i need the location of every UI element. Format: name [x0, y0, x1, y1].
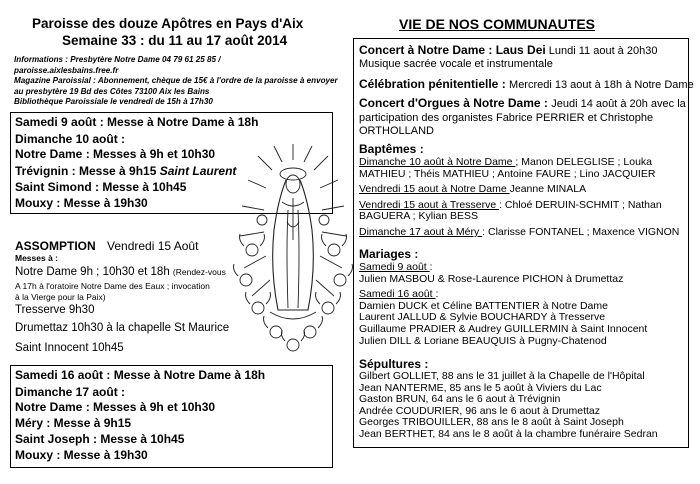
list-item: Gilbert GOLLIET, 88 ans le 31 juillet à la Chapelle de l'Hôpital	[359, 370, 645, 382]
week2-mery: Méry : Messe à 9h15	[15, 416, 132, 430]
masses-label: Messes à :	[15, 253, 58, 263]
notre-dame-note-line: A 17h à l'oratoire Notre Dame des Eaux ; invocation	[15, 281, 210, 291]
list-item: Guillaume PRADIER & Audrey GUILLERMIN à Saint Innocent	[359, 322, 648, 335]
bapteme-names: ; Manon DELEGLISE ; Louka	[515, 156, 652, 168]
list-item: Jean BERTHET, 84 ans le 8 août à la chambre funéraire Sedran	[359, 427, 658, 440]
info-line: Informations : Presbytère Notre Dame 04 79 61 25 85 /	[14, 55, 221, 64]
concert2-line	[359, 96, 686, 110]
concert2-line2: participation des organistes Fabrice PERRIER et Christophe	[359, 112, 654, 124]
bapteme-names: : Clarisse FONTANEL ; Maxence VIGNON	[482, 225, 680, 238]
week2-mouxy: Mouxy : Messe à 19h30	[15, 448, 148, 462]
week1-saint-simond: Saint Simond : Messe à 10h45	[15, 180, 187, 194]
page-title: Paroisse des douze Apôtres en Pays d'Aix	[32, 16, 304, 31]
info-block	[14, 55, 338, 108]
week2-notre-dame: Notre Dame : Messes à 9h et 10h30	[15, 400, 216, 414]
list-item: Damien DUCK et Céline BATTENTIER à Notre Dame	[359, 299, 608, 312]
trevignin-text: Trévignin : Messe à 9h15	[15, 164, 160, 178]
list-item: Gaston BRUN, 64 ans le 6 aout à Trévignin	[359, 393, 561, 406]
assomption-saint-innocent: Saint Innocent 10h45	[15, 342, 124, 354]
week2-saturday: Samedi 16 août : Messe à Notre Dame à 18h	[15, 368, 266, 382]
concert2-title: Concert d'Orgues à Notre Dame :	[359, 96, 552, 110]
bapteme-names: : Chloé DERUIN-SCHMIT ; Nathan	[499, 198, 662, 211]
baptemes-title: Baptêmes :	[359, 142, 424, 156]
bapteme-names: MATHIEU ; Théis MATHIEU ; Antoine FAURE ; Lino JACQUIER	[359, 167, 656, 180]
assomption-heading	[15, 239, 198, 253]
week1-trevignin	[15, 164, 236, 178]
concert2-date: Jeudi 14 août à 20h avec la	[551, 98, 686, 110]
mariage-colon: :	[429, 261, 433, 273]
mariage-date: Samedi 9 août	[359, 261, 430, 273]
communautes-title: VIE DE NOS COMMUNAUTES	[399, 16, 596, 32]
mariages-list	[359, 262, 647, 347]
list-item: Andrée COUDURIER, 96 ans le 6 aout à Drumettaz	[359, 404, 601, 417]
concert1-title: Concert à Notre Dame : Laus Dei	[359, 43, 546, 57]
halo	[280, 168, 306, 180]
bapteme-place: Dimanche 17 aout à Méry	[359, 225, 483, 238]
week2-sunday: Dimanche 17 août :	[15, 385, 126, 399]
concert1-desc: Musique sacrée vocale et instrumentale	[359, 58, 553, 70]
notre-dame-times: Notre Dame 9h ; 10h30 et 18h	[15, 266, 173, 278]
celebration-title: Célébration pénitentielle :	[359, 77, 510, 91]
info-line: Magazine Paroissial : Abonnement, chèque de 15€ à l'ordre de la paroisse à envoyer	[14, 76, 338, 86]
week1-saturday: Samedi 9 août : Messe à Notre Dame à 18h	[15, 115, 259, 129]
list-item	[359, 227, 679, 239]
week1-notre-dame: Notre Dame : Messes à 9h et 10h30	[15, 147, 216, 161]
list-item: Julien DILL & Loriane BEAUQUIS à Pugny-Chatenod	[359, 334, 607, 347]
notre-dame-note-line: à la Vierge pour la Paix)	[15, 292, 106, 302]
notre-dame-note: (Rendez-vous	[172, 267, 226, 277]
list-item	[359, 262, 647, 274]
week1-mouxy: Mouxy : Messe à 19h30	[15, 196, 148, 210]
info-line: paroisse.aixlesbains.free.fr	[14, 65, 119, 75]
bapteme-names: Jeanne MINALA	[509, 183, 587, 196]
trevignin-place: Saint Laurent	[159, 164, 237, 178]
assomption-date: Vendredi 15 Août	[107, 239, 199, 253]
concert2-line3: ORTHOLLAND	[359, 125, 434, 137]
sepultures-list	[359, 371, 658, 441]
list-item: Georges TRIBOUILLER, 88 ans le 8 août à Saint Joseph	[359, 416, 624, 429]
week1-sunday: Dimanche 10 août :	[15, 132, 126, 146]
assomption-notre-dame	[15, 266, 226, 278]
list-item	[359, 184, 679, 196]
info-line: Bibliothèque Paroissiale le vendredi de 15h à 17h30	[14, 97, 213, 107]
concert1-date: Lundi 11 aout à 20h30	[545, 45, 658, 57]
bapteme-place: Vendredi 15 aout à Tresserve	[359, 198, 500, 211]
list-item: Julien MASBOU & Rose-Laurence PICHON à Drumettaz	[359, 272, 624, 285]
sepultures-title: Sépultures :	[359, 357, 429, 371]
assomption-tresserve: Tresserve 9h30	[15, 304, 95, 316]
celebration-date: Mercredi 13 aout à 18h à Notre Dame	[509, 79, 694, 91]
assomption-drumettaz: Drumettaz 10h30 à la chapelle St Maurice	[15, 322, 230, 334]
list-item	[359, 211, 679, 223]
list-item: Laurent JALLUD & Sylvie BOUCHARDY à Tresserve	[359, 311, 606, 324]
list-item: Jean NANTERME, 85 ans le 5 août à Viviers du Lac	[359, 381, 602, 394]
concert1-line	[359, 43, 657, 57]
celebration-line	[359, 77, 694, 91]
bapteme-place: Vendredi 15 aout à Notre Dame	[359, 183, 510, 196]
bapteme-names: BAGUERA ; Kylian BESS	[359, 210, 479, 223]
info-line: au presbytère 19 Bd des Côtes 73100 Aix les Bains	[14, 86, 210, 96]
mariages-title: Mariages :	[359, 247, 419, 261]
list-item	[359, 169, 679, 181]
week2-saint-joseph: Saint Joseph : Messe à 10h45	[15, 432, 185, 446]
assomption-title: ASSOMPTION	[15, 239, 96, 253]
virgin-mary-illustration	[222, 140, 364, 362]
mariage-colon: :	[435, 288, 439, 301]
bapteme-place: Dimanche 10 août à Notre Dame	[359, 156, 516, 168]
baptemes-list	[359, 157, 679, 239]
week-title: Semaine 33 : du 11 au 17 août 2014	[62, 33, 288, 48]
mariage-date: Samedi 16 août	[359, 288, 436, 301]
